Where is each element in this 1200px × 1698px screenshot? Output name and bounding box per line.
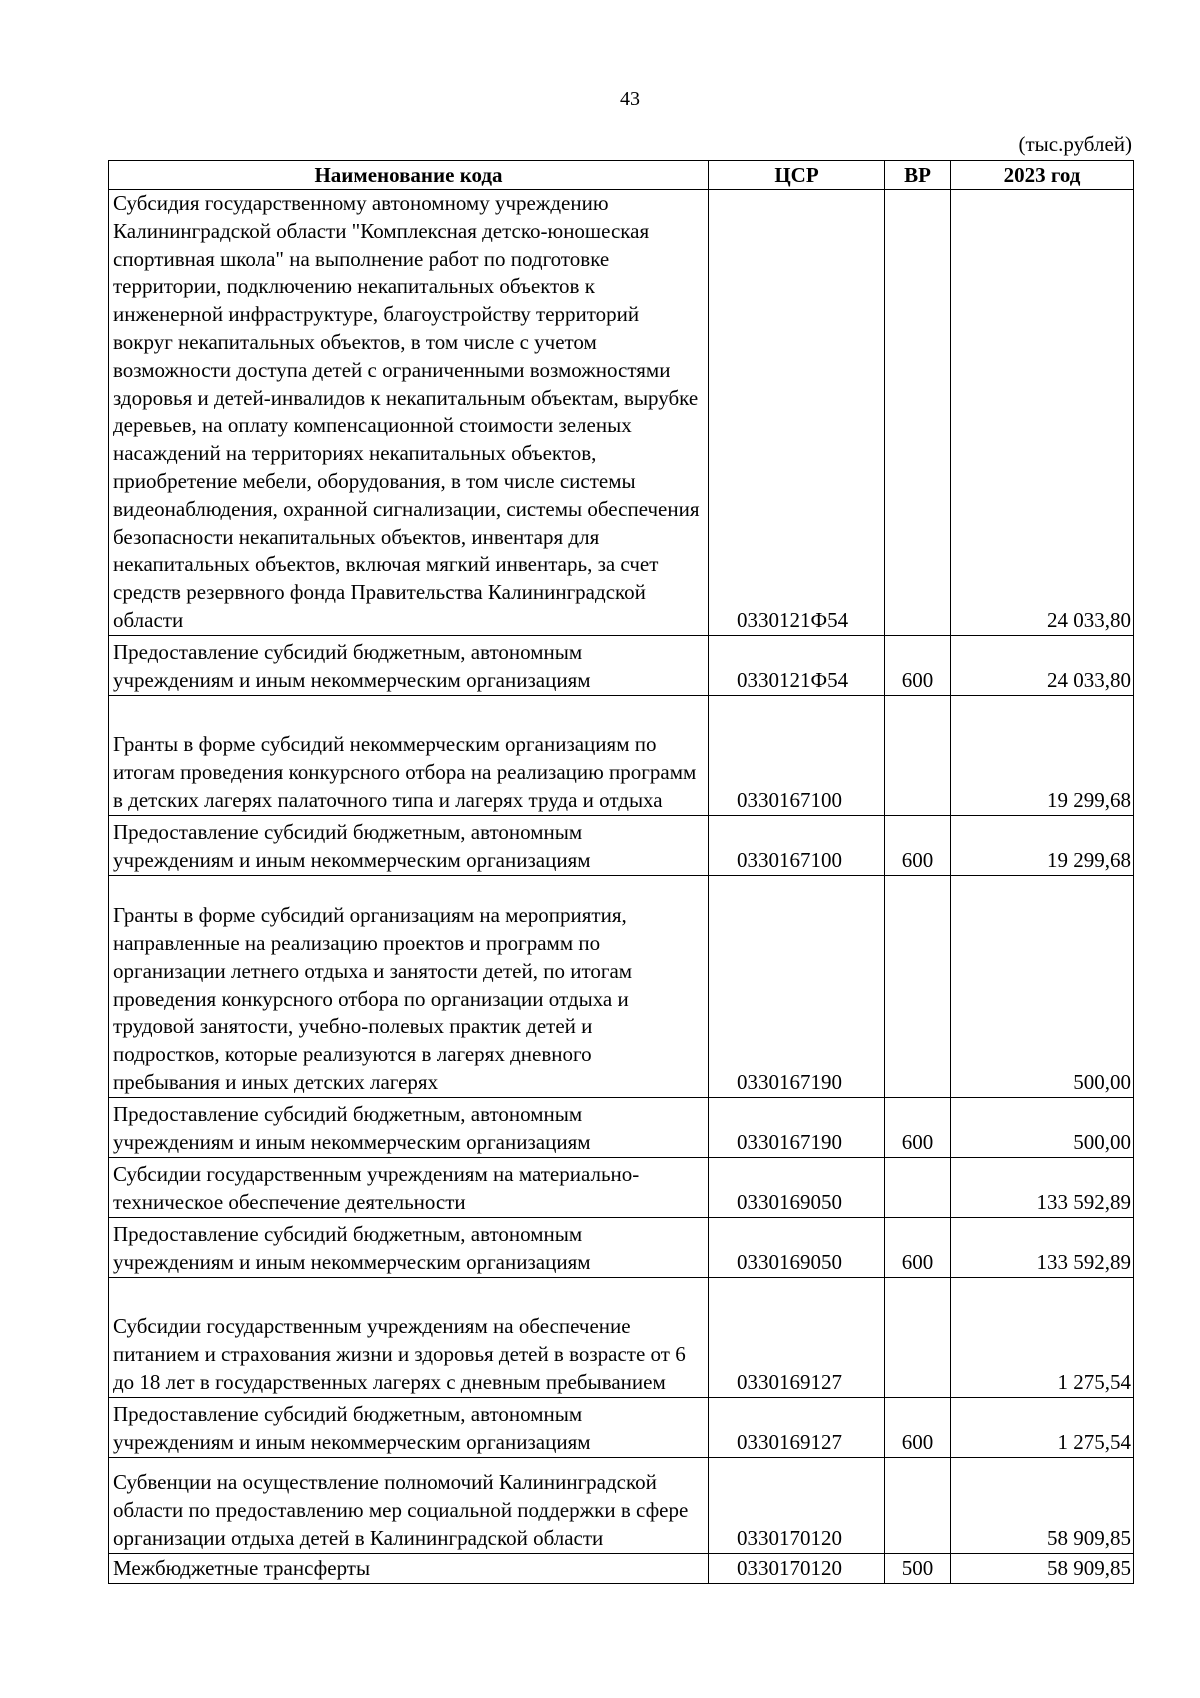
- row-vr: [885, 190, 951, 636]
- table-row: [109, 695, 1134, 815]
- row-vr: [885, 1457, 951, 1553]
- row-amount: 58 909,85: [951, 1553, 1134, 1583]
- row-vr: 600: [885, 1097, 951, 1157]
- table-header-row: [109, 161, 1134, 190]
- row-name: Межбюджетные трансферты: [109, 1553, 709, 1583]
- row-name: Предоставление субсидий бюджетным, автономным учреждениям и иным некоммерческим организациям: [109, 635, 709, 695]
- units-label: (тыс.рублей): [1018, 132, 1132, 156]
- table-row: [109, 1397, 1134, 1457]
- row-name: Предоставление субсидий бюджетным, автономным учреждениям и иным некоммерческим организациям: [109, 815, 709, 875]
- row-amount: 58 909,85: [951, 1457, 1134, 1553]
- row-name: Субвенции на осуществление полномочий Калининградской области по предоставлению мер социальной поддержки в сфере организации отдыха детей в Калининградской области: [109, 1457, 709, 1553]
- row-csr: 0330170120: [709, 1553, 885, 1583]
- row-name: Гранты в форме субсидий организациям на мероприятия, направленные на реализацию проектов и программ по организации летнего отдыха и занятости детей, по итогам проведения конкурсного отбора по организации отдыха и трудовой занятости, учебно-полевых практик детей и подростков, которые реализуются в лагерях дневного пребывания и иных детских лагерях: [109, 875, 709, 1097]
- row-csr: 0330167190: [709, 875, 885, 1097]
- row-vr: [885, 875, 951, 1097]
- table-row: [109, 1097, 1134, 1157]
- row-csr: 0330169127: [709, 1397, 885, 1457]
- row-name: Субсидии государственным учреждениям на обеспечение питанием и страхования жизни и здоровья детей в возрасте от 6 до 18 лет в государственных лагерях с дневным пребыванием: [109, 1277, 709, 1397]
- row-name: Предоставление субсидий бюджетным, автономным учреждениям и иным некоммерческим организациям: [109, 1397, 709, 1457]
- row-vr: [885, 695, 951, 815]
- budget-table: [108, 160, 1134, 1584]
- row-vr: 600: [885, 1397, 951, 1457]
- row-amount: 24 033,80: [951, 635, 1134, 695]
- row-name: Гранты в форме субсидий некоммерческим организациям по итогам проведения конкурсного отбора на реализацию программ в детских лагерях палаточного типа и лагерях труда и отдыха: [109, 695, 709, 815]
- row-csr: 0330169050: [709, 1157, 885, 1217]
- row-vr: 500: [885, 1553, 951, 1583]
- row-name: Предоставление субсидий бюджетным, автономным учреждениям и иным некоммерческим организациям: [109, 1217, 709, 1277]
- row-amount: 24 033,80: [951, 190, 1134, 636]
- row-amount: 133 592,89: [951, 1217, 1134, 1277]
- table-row: [109, 635, 1134, 695]
- header-csr: ЦСР: [709, 161, 885, 190]
- header-name: Наименование кода: [109, 161, 709, 190]
- row-name: Предоставление субсидий бюджетным, автономным учреждениям и иным некоммерческим организациям: [109, 1097, 709, 1157]
- row-vr: 600: [885, 815, 951, 875]
- row-vr: [885, 1157, 951, 1217]
- row-name: Субсидия государственному автономному учреждению Калининградской области "Комплексная детско-юношеская спортивная школа" на выполнение работ по подготовке территории, подключению некапитальных объектов к инженерной инфраструктуре, благоустройству территорий вокруг некапитальных объектов, в том числе с учетом возможности доступа детей с ограниченными возможностями здоровья и детей-инвалидов к некапитальным объектам, вырубке деревьев, на оплату компенсационной стоимости зеленых насаждений на территориях некапитальных объектов, приобретение мебели, оборудования, в том числе системы видеонаблюдения, охранной сигнализации, системы обеспечения безопасности некапитальных объектов, инвентаря для некапитальных объектов, включая мягкий инвентарь, за счет средств резервного фонда Правительства Калининградской области: [109, 190, 709, 636]
- row-vr: 600: [885, 1217, 951, 1277]
- table-row: [109, 1457, 1134, 1553]
- header-vr: ВР: [885, 161, 951, 190]
- header-year: 2023 год: [951, 161, 1134, 190]
- table-row: [109, 875, 1134, 1097]
- row-vr: 600: [885, 635, 951, 695]
- table-row: [109, 1277, 1134, 1397]
- page-number: 43: [620, 88, 640, 110]
- table-row: [109, 1553, 1134, 1583]
- row-amount: 1 275,54: [951, 1397, 1134, 1457]
- row-csr: 0330167100: [709, 815, 885, 875]
- row-csr: 0330167100: [709, 695, 885, 815]
- row-csr: 0330169127: [709, 1277, 885, 1397]
- row-amount: 133 592,89: [951, 1157, 1134, 1217]
- row-csr: 0330169050: [709, 1217, 885, 1277]
- table-row: [109, 1217, 1134, 1277]
- table-row: [109, 190, 1134, 636]
- row-csr: 0330167190: [709, 1097, 885, 1157]
- row-amount: 500,00: [951, 875, 1134, 1097]
- row-csr: 0330121Ф54: [709, 635, 885, 695]
- table-row: [109, 815, 1134, 875]
- row-csr: 0330121Ф54: [709, 190, 885, 636]
- row-vr: [885, 1277, 951, 1397]
- row-amount: 500,00: [951, 1097, 1134, 1157]
- row-amount: 19 299,68: [951, 815, 1134, 875]
- row-amount: 1 275,54: [951, 1277, 1134, 1397]
- row-name: Субсидии государственным учреждениям на материально-техническое обеспечение деятельности: [109, 1157, 709, 1217]
- row-amount: 19 299,68: [951, 695, 1134, 815]
- row-csr: 0330170120: [709, 1457, 885, 1553]
- table-row: [109, 1157, 1134, 1217]
